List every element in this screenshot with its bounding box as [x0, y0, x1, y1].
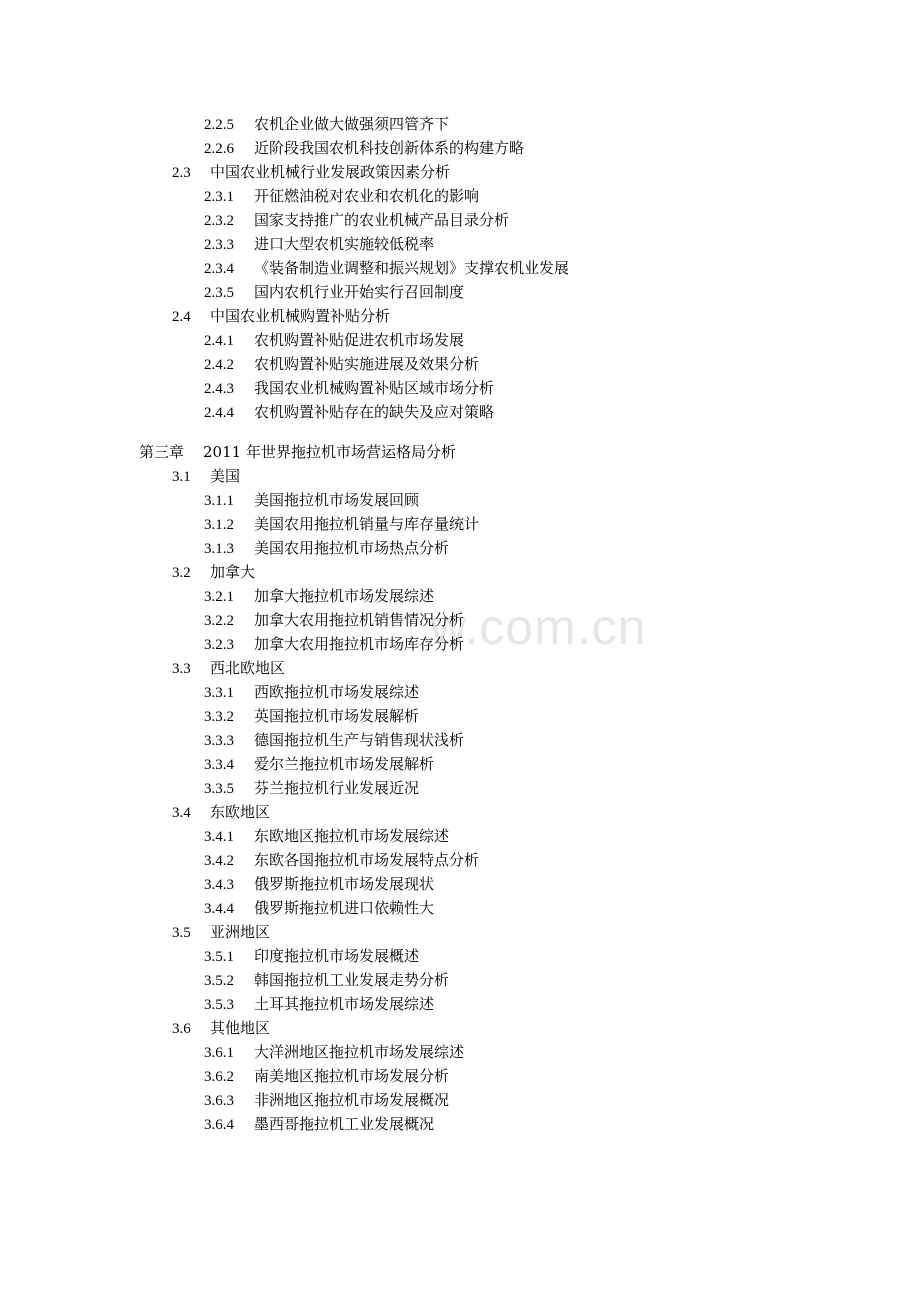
toc-title: 农机购置补贴实施进展及效果分析	[254, 355, 480, 373]
toc-title: 亚洲地区	[210, 923, 271, 941]
toc-section-3-5	[0, 920, 920, 944]
toc-title: 开征燃油税对农业和农机化的影响	[254, 187, 480, 205]
toc-subsection-3-1-2	[0, 512, 920, 536]
toc-number: 3.1.3	[204, 541, 234, 557]
toc-subsection-2-4-2	[0, 352, 920, 376]
toc-subsection-3-3-1	[0, 680, 920, 704]
toc-subsection-2-4-1	[0, 328, 920, 352]
toc-number: 3.5.2	[204, 973, 234, 989]
toc-number: 2.4	[172, 309, 191, 325]
toc-title: 大洋洲地区拖拉机市场发展综述	[254, 1043, 465, 1061]
toc-number: 3.3.2	[204, 709, 234, 725]
toc-title: 进口大型农机实施较低税率	[254, 235, 435, 253]
toc-title: 其他地区	[210, 1019, 271, 1037]
toc-number: 3.3.3	[204, 733, 234, 749]
toc-title: 芬兰拖拉机行业发展近况	[254, 779, 420, 797]
toc-section-3-3	[0, 656, 920, 680]
toc-subsection-3-4-1	[0, 824, 920, 848]
watermark: w.com.cn	[430, 599, 647, 655]
toc-number: 2.3.1	[204, 189, 234, 205]
toc-number: 3.4.3	[204, 877, 234, 893]
toc-title: 加拿大拖拉机市场发展综述	[254, 587, 435, 605]
toc-number: 2.3.2	[204, 213, 234, 229]
toc-title: 墨西哥拖拉机工业发展概况	[254, 1115, 435, 1133]
toc-title: 东欧地区拖拉机市场发展综述	[254, 827, 450, 845]
toc-subsection-3-6-4	[0, 1112, 920, 1136]
toc-subsection-3-2-2	[0, 608, 920, 632]
toc-subsection-3-3-3	[0, 728, 920, 752]
toc-number: 3.6.1	[204, 1045, 234, 1061]
toc-title: 《装备制造业调整和振兴规划》支撑农机业发展	[254, 259, 570, 277]
toc-title: 美国农用拖拉机销量与库存量统计	[254, 515, 480, 533]
toc-subsection-3-5-1	[0, 944, 920, 968]
toc-number: 3.3.4	[204, 757, 234, 773]
toc-section-3-1	[0, 464, 920, 488]
toc-subsection-2-3-1	[0, 184, 920, 208]
toc-number: 3.5.3	[204, 997, 234, 1013]
toc-number: 3.2.1	[204, 589, 234, 605]
toc-title: 俄罗斯拖拉机市场发展现状	[254, 875, 435, 893]
toc-number: 3.5	[172, 925, 191, 941]
toc-title: 非洲地区拖拉机市场发展概况	[254, 1091, 450, 1109]
toc-title: 加拿大农用拖拉机销售情况分析	[254, 611, 465, 629]
toc-title: 国家支持推广的农业机械产品目录分析	[254, 211, 510, 229]
toc-number: 3.2	[172, 565, 191, 581]
toc-title: 德国拖拉机生产与销售现状浅析	[254, 731, 465, 749]
toc-section-2-4	[0, 304, 920, 328]
toc-subsection-3-4-4	[0, 896, 920, 920]
toc-subsection-2-2-5	[0, 112, 920, 136]
toc-subsection-3-4-2	[0, 848, 920, 872]
toc-title: 印度拖拉机市场发展概述	[254, 947, 420, 965]
toc-subsection-3-2-3	[0, 632, 920, 656]
toc-title: 英国拖拉机市场发展解析	[254, 707, 420, 725]
toc-section-2-3	[0, 160, 920, 184]
toc-number: 3.6.3	[204, 1093, 234, 1109]
toc-section-3-4	[0, 800, 920, 824]
toc-title: 韩国拖拉机工业发展走势分析	[254, 971, 450, 989]
toc-title: 我国农业机械购置补贴区域市场分析	[254, 379, 495, 397]
toc-title: 美国农用拖拉机市场热点分析	[254, 539, 450, 557]
toc-title: 西欧拖拉机市场发展综述	[254, 683, 420, 701]
toc-number: 2.3.3	[204, 237, 234, 253]
toc-subsection-2-3-3	[0, 232, 920, 256]
toc-number: 2.3	[172, 165, 191, 181]
section-spacer	[0, 424, 920, 440]
toc-number: 3.3.1	[204, 685, 234, 701]
toc-title: 南美地区拖拉机市场发展分析	[254, 1067, 450, 1085]
toc-number: 2.4.3	[204, 381, 234, 397]
toc-subsection-2-2-6	[0, 136, 920, 160]
toc-number: 3.1.2	[204, 517, 234, 533]
toc-title: 西北欧地区	[210, 659, 286, 677]
toc-subsection-3-3-4	[0, 752, 920, 776]
toc-subsection-2-4-3	[0, 376, 920, 400]
toc-subsection-2-3-5	[0, 280, 920, 304]
toc-number: 3.5.1	[204, 949, 234, 965]
toc-title: 加拿大农用拖拉机市场库存分析	[254, 635, 465, 653]
toc-subsection-2-3-2	[0, 208, 920, 232]
toc-number: 2.4.1	[204, 333, 234, 349]
toc-subsection-3-6-3	[0, 1088, 920, 1112]
toc-number: 2.4.4	[204, 405, 234, 421]
toc-number: 2.2.5	[204, 117, 234, 133]
toc-title: 爱尔兰拖拉机市场发展解析	[254, 755, 435, 773]
toc-number: 3.3.5	[204, 781, 234, 797]
toc-subsection-3-1-1	[0, 488, 920, 512]
toc-subsection-2-3-4	[0, 256, 920, 280]
toc-title: 农机企业做大做强须四管齐下	[254, 115, 450, 133]
toc-number: 3.1	[172, 469, 191, 485]
toc-section-3-6	[0, 1016, 920, 1040]
toc-number: 3.6.2	[204, 1069, 234, 1085]
toc-subsection-3-6-1	[0, 1040, 920, 1064]
toc-number: 3.2.3	[204, 637, 234, 653]
toc-title: 土耳其拖拉机市场发展综述	[254, 995, 435, 1013]
toc-title: 中国农业机械购置补贴分析	[210, 307, 391, 325]
table-of-contents	[0, 112, 920, 1136]
toc-number: 3.6	[172, 1021, 191, 1037]
toc-title: 东欧各国拖拉机市场发展特点分析	[254, 851, 480, 869]
toc-number: 3.4	[172, 805, 191, 821]
toc-title: 东欧地区	[210, 803, 271, 821]
toc-number: 3.1.1	[204, 493, 234, 509]
toc-subsection-3-5-2	[0, 968, 920, 992]
toc-number: 3.4.1	[204, 829, 234, 845]
toc-number: 3.4.4	[204, 901, 234, 917]
toc-number: 3.2.2	[204, 613, 234, 629]
toc-number: 3.3	[172, 661, 191, 677]
toc-number: 3.4.2	[204, 853, 234, 869]
toc-subsection-3-3-2	[0, 704, 920, 728]
toc-title: 近阶段我国农机科技创新体系的构建方略	[254, 139, 525, 157]
toc-subsection-3-4-3	[0, 872, 920, 896]
toc-subsection-3-5-3	[0, 992, 920, 1016]
toc-title: 2011 年世界拖拉机市场营运格局分析	[203, 443, 456, 461]
toc-title: 俄罗斯拖拉机进口依赖性大	[254, 899, 435, 917]
toc-title: 加拿大	[210, 563, 256, 581]
toc-title: 国内农机行业开始实行召回制度	[254, 283, 465, 301]
toc-subsection-2-4-4	[0, 400, 920, 424]
toc-subsection-3-1-3	[0, 536, 920, 560]
toc-number: 3.6.4	[204, 1117, 234, 1133]
toc-section-3-2	[0, 560, 920, 584]
toc-subsection-3-2-1	[0, 584, 920, 608]
toc-number: 2.3.5	[204, 285, 234, 301]
toc-title: 中国农业机械行业发展政策因素分析	[210, 163, 451, 181]
toc-title: 美国	[210, 467, 241, 485]
toc-title: 农机购置补贴存在的缺失及应对策略	[254, 403, 495, 421]
toc-title: 农机购置补贴促进农机市场发展	[254, 331, 465, 349]
toc-number: 2.4.2	[204, 357, 234, 373]
toc-number: 2.3.4	[204, 261, 234, 277]
toc-subsection-3-3-5	[0, 776, 920, 800]
toc-subsection-3-6-2	[0, 1064, 920, 1088]
toc-title: 美国拖拉机市场发展回顾	[254, 491, 420, 509]
toc-number: 2.2.6	[204, 141, 234, 157]
toc-chapter-ch3	[0, 440, 920, 464]
toc-number: 第三章	[139, 445, 185, 461]
